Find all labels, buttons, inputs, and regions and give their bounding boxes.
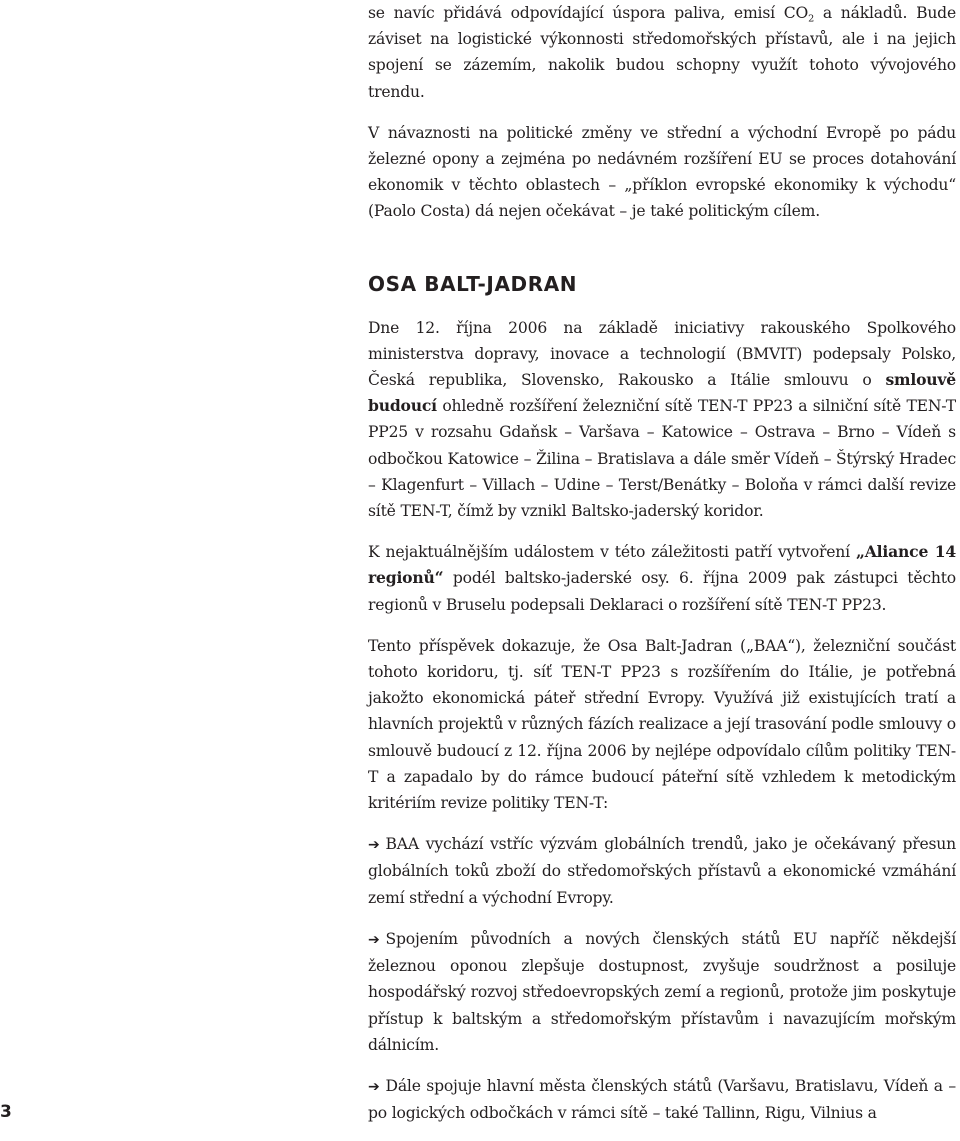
text-span: podél baltsko-jaderské osy. 6. října 2009 pak zástupci těchto regionů v Bruselu podepsali Deklaraci o rozšíření sítě TEN-T PP23. — [368, 569, 956, 614]
paragraph-agreement — [368, 315, 956, 525]
arrow-icon: ➔ — [368, 1078, 380, 1095]
page-number: 3 — [0, 1102, 12, 1122]
section-heading: OSA BALT-JADRAN — [368, 271, 578, 296]
bullet-text: Spojením původních a nových členských států EU napříč někdejší železnou oponou zlepšuje dostupnost, zvyšuje soudržnost a posiluje hospodářský rozvoj středoevropských zemí a regionů, protože jim poskytuje přístup k baltským a středomořským přístavům i navazujícím mořským dálnicím. — [368, 929, 956, 1054]
bullet-item — [368, 831, 956, 911]
paragraph-alliance — [368, 539, 956, 618]
text-span: ohledně rozšíření železniční sítě TEN-T PP23 a silniční sítě TEN-T PP25 v rozsahu Gdaňsk – Varšava – Katowice – Ostrava – Brno – Vídeň s odbočkou Katowice – Žilina – Bratislava a dále směr Vídeň – Štýrský Hradec – Klagenfurt – Villach – Udine – Terst/Benátky – Boloňa v rámci další revize sítě TEN-T, čímž by vznikl Baltsko-jaderský koridor. — [368, 397, 956, 521]
bullet-item — [368, 1073, 956, 1126]
bold-text: „Aliance 14 regionů“ — [368, 542, 957, 588]
arrow-icon: ➔ — [368, 931, 380, 948]
text-span: a nákladů. Bude záviset na logistické výkonnosti středomořských přístavů, ale i na jejich spojení se zázemím, nakolik budou schopny využít tohoto vývojového trendu. — [368, 4, 956, 101]
text-span: se navíc přidává odpovídající úspora paliva, emisí CO — [368, 4, 809, 22]
paragraph-politics: V návaznosti na politické změny ve střední a východní Evropě po pádu železné opony a zejména po nedávném rozšíření EU se proces dotahování ekonomik v těchto oblastech – „příklon evropské ekonomiky k východu“ (Paolo Costa) dá nejen očekávat – je také politickým cílem. — [368, 123, 956, 221]
bullet-text: BAA vychází vstříc výzvám globálních trendů, jako je očekávaný přesun globálních toků zboží do středomořských přístavů a ekonomické vzmáhání zemí střední a východní Evropy. — [368, 835, 956, 907]
paragraph-intro — [368, 0, 956, 105]
bold-text: smlouvě budoucí — [368, 370, 956, 416]
bullet-item — [368, 926, 956, 1058]
text-span: Dne 12. října 2006 na základě iniciativy rakouského Spolkového ministerstva dopravy, inovace a technologií (BMVIT) podepsaly Polsko, Česká republika, Slovensko, Rakousko a Itálie smlouvu o — [368, 318, 956, 390]
subscript: 2 — [808, 13, 815, 25]
bullet-text: Dále spojuje hlavní města členských států (Varšavu, Bratislavu, Vídeň a – po logických odbočkách v rámci sítě – také Tallinn, Rigu, Vilnius a — [368, 1076, 956, 1123]
text-column — [368, 0, 956, 1141]
arrow-icon: ➔ — [368, 837, 380, 854]
text-span: K nejaktuálnějším událostem v této záležitosti patří vytvoření — [368, 543, 856, 562]
paragraph-baa: Tento příspěvek dokazuje, že Osa Balt-Jadran („BAA“), železniční součást tohoto koridoru, tj. síť TEN-T PP23 s rozšířením do Itálie, je potřebná jakožto ekonomická páteř střední Evropy. Využívá již existujících tratí a hlavních projektů v různých fázích realizace a její trasování podle smlouvy o smlouvě budoucí z 12. října 2006 by nejlépe odpovídalo cílům politiky TEN-T a zapadalo by do rámce budoucí páteřní sítě vzhledem k metodickým kritériím revize politiky TEN-T: — [368, 636, 956, 813]
